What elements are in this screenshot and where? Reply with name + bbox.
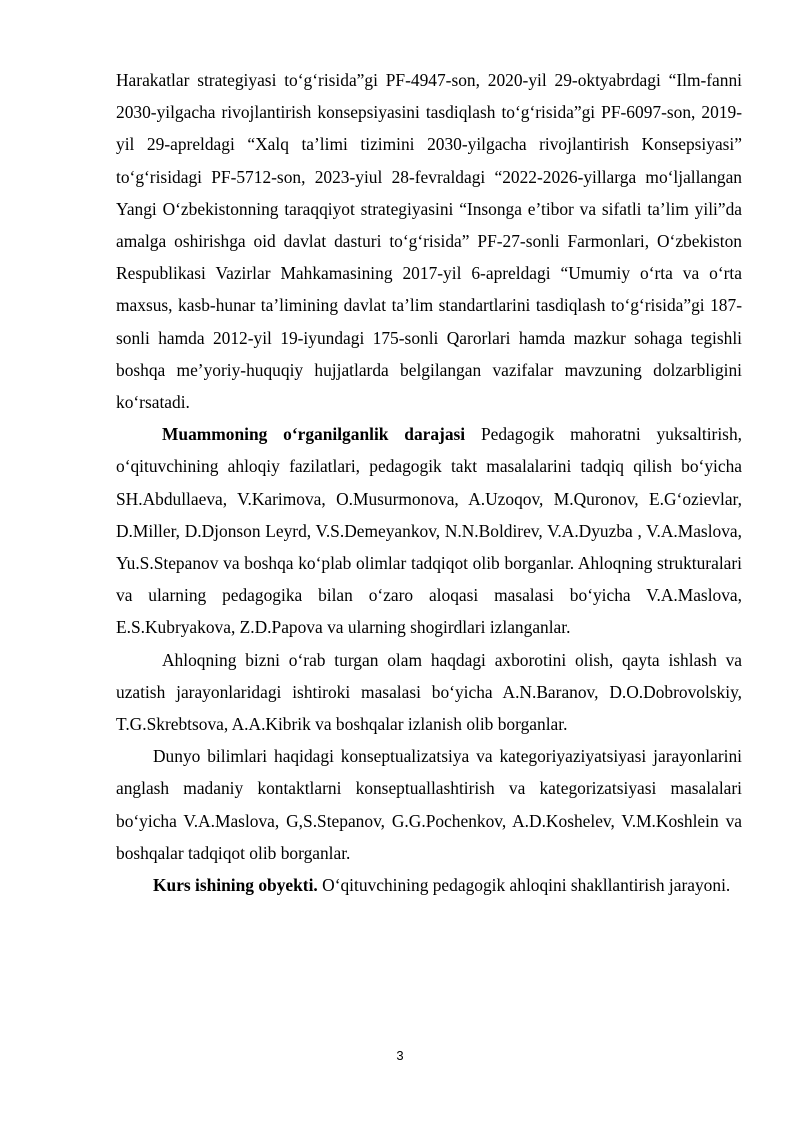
paragraph-text: Dunyo bilimlari haqidagi konseptualizatsiya va kategoriyaziyatsiyasi jarayonlarini anglash madaniy kontaktlarni konseptuallashtirish va kategorizatsiyasi masalalari bo‘yicha V.A.Maslova, G,S.Stepanov, G.G.Pochenkov, A.D.Koshelev, V.M.Koshlein va boshqalar tadqiqot olib borganlar.: [116, 746, 742, 863]
paragraph-legal-basis: [116, 64, 742, 418]
section-heading-course-object: Kurs ishining obyekti.: [153, 875, 318, 896]
paragraph-ethics-information: [116, 644, 742, 741]
document-body: [116, 64, 742, 901]
page-number: 3: [396, 1048, 404, 1063]
paragraph-conceptualization: [116, 740, 742, 869]
paragraph-text: Ahloqning bizni o‘rab turgan olam haqdagi axborotini olish, qayta ishlash va uzatish jarayonlaridagi ishtiroki masalasi bo‘yicha A.N.Baranov, D.O.Dobrovolskiy, T.G.Skrebtsova, A.A.Kibrik va boshqalar izlanish olib borganlar.: [116, 649, 742, 735]
paragraph-text: Pedagogik mahoratni yuksaltirish, o‘qituvchining ahloqiy fazilatlari, pedagogik takt masalalarini tadqiq qilish bo‘yicha SH.Abdullaeva, V.Karimova, O.Musurmonova, A.Uzoqov, M.Quronov, E.G‘ozievlar, D.Miller, D.Djonson Leyrd, V.S.Demeyankov, N.N.Boldirev, V.A.Dyuzba , V.A.Maslova, Yu.S.Stepanov va boshqa ko‘plab olimlar tadqiqot olib borganlar. Ahloqning strukturalari va ularning pedagogika bilan o‘zaro aloqasi masalasi bo‘yicha V.A.Maslova, E.S.Kubryakova, Z.D.Papova va ularning shogirdlari izlanganlar.: [116, 424, 742, 638]
section-heading-research-level: Muammoning o‘rganilganlik darajasi: [162, 424, 466, 445]
paragraph-text: Harakatlar strategiyasi to‘g‘risida”gi PF-4947-son, 2020-yil 29-oktyabrdagi “Ilm-fanni 2030-yilgacha rivojlantirish konsepsiyasini tasdiqlash to‘g‘risida”gi PF-6097-son, 2019-yil 29-apreldagi “Xalq ta’limi tizimini 2030-yilgacha rivojlantirish Konsepsiyasi” to‘g‘risidagi PF-5712-son, 2023-yiul 28-fevraldagi “2022-2026-yillarga mo‘ljallangan Yangi O‘zbekistonning taraqqiyot strategiyasini “Insonga e’tibor va sifatli ta’lim yili”da amalga oshirishga oid davlat dasturi to‘g‘risida” PF-27-sonli Farmonlari, O‘zbekiston Respublikasi Vazirlar Mahkamasining 2017-yil 6-apreldagi “Umumiy o‘rta va o‘rta maxsus, kasb-hunar ta’limining davlat ta’lim standartlarini tasdiqlash to‘g‘risida”gi 187-sonli hamda 2012-yil 19-iyundagi 175-sonli Qarorlari hamda mazkur sohaga tegishli boshqa me’yoriy-huquqiy hujjatlarda belgilangan vazifalar mavzuning dolzarbligini ko‘rsatadi.: [116, 70, 742, 413]
paragraph-text: O‘qituvchining pedagogik ahloqini shakllantirish jarayoni.: [317, 875, 731, 896]
paragraph-research-level: [116, 418, 742, 643]
paragraph-course-object: [116, 869, 742, 901]
